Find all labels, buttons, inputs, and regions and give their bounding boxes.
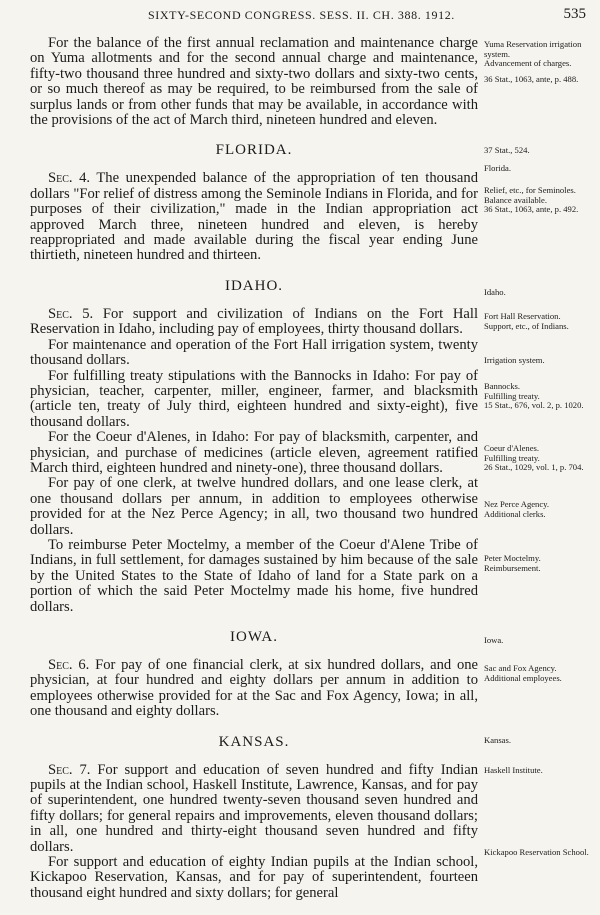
margin-note-line: Additional clerks.	[484, 508, 546, 519]
heading-iowa: IOWA.	[230, 629, 278, 645]
paragraph-sac-fox	[30, 658, 478, 720]
margin-note-line: Advancement of charges.	[484, 58, 572, 69]
margin-note-coeur-d-alenes	[484, 444, 596, 473]
margin-note-bannocks	[484, 382, 596, 411]
margin-note-line: Balance available.	[484, 194, 547, 205]
margin-note-line: Nez Perce Agency.	[484, 499, 550, 509]
margin-note-line: Florida.	[484, 163, 511, 173]
margin-note-kansas	[484, 736, 596, 746]
paragraph-irrigation: For maintenance and operation of the Fort Hall irrigation system, twenty thousand dollars.	[30, 336, 478, 369]
paragraph-nez-perce: For pay of one clerk, at twelve hundred dollars, and one lease clerk, at one thousand dollars per annum, in addition to employees otherwise provided for at the Nez Perce Agency; in all, two thousand two hundred dollars.	[30, 475, 478, 538]
margin-note-irrigation	[484, 356, 596, 366]
margin-note-line: Haskell Institute.	[484, 765, 543, 775]
margin-note-iowa	[484, 636, 596, 646]
margin-note-line: Fulfilling treaty.	[484, 390, 540, 401]
margin-note-idaho	[484, 288, 596, 298]
margin-note-line: Support, etc., of Indians.	[484, 320, 569, 331]
margin-note-line: 15 Stat., 676, vol. 2, p. 1020.	[484, 400, 584, 411]
margin-note-line: Reimbursement.	[484, 562, 541, 573]
margin-note-moctelmy	[484, 554, 596, 573]
section-label: Sec. 4.	[48, 170, 91, 187]
running-header	[0, 6, 600, 26]
paragraph-bannocks: For fulfilling treaty stipulations with the Bannocks in Idaho: For pay of physician, teacher, carpenter, miller, engineer, farmer, and blacksmith (article ten, treaty of July third, eighteen hundred and sixty-eight), five thousand dollars.	[30, 367, 478, 430]
margin-note-line: Coeur d'Alenes.	[484, 443, 540, 453]
paragraph-moctelmy: To reimburse Peter Moctelmy, a member of the Coeur d'Alene Tribe of Indians, in full settlement, for damages sustained by him because of the sale by the United States to the State of Idaho of land for a State park on a portion of which the said Peter Moctelmy made his home, five hundred dollars.	[30, 536, 478, 615]
running-title: SIXTY-SECOND CONGRESS. SESS. II. CH. 388. 1912.	[148, 8, 455, 22]
margin-note-line: Relief, etc., for Seminoles.	[484, 185, 576, 195]
section-label: Sec. 6.	[48, 657, 90, 673]
page-number: 535	[563, 6, 586, 22]
margin-note-line: Idaho.	[484, 287, 506, 297]
paragraph-coeur-d-alenes: For the Coeur d'Alenes, in Idaho: For pay of blacksmith, carpenter, and physician, and purchase of medicines (article eleven, agreement ratified March third, eighteen hundred and ninety-one), three thousand dollars.	[30, 429, 478, 476]
paragraph-text: For support and civilization of Indians on the Fort Hall Reservation in Idaho, including pay of employees, thirty thousand dollars.	[30, 305, 478, 338]
margin-note-line: Fort Hall Reservation.	[484, 311, 561, 321]
paragraph-haskell	[30, 763, 478, 855]
heading-florida: FLORIDA.	[215, 142, 293, 159]
margin-note-line: Kickapoo Reservation School.	[484, 847, 589, 857]
margin-note-line: 37 Stat., 524.	[484, 145, 530, 155]
paragraph-text: For support and education of seven hundred and fifty Indian pupils at the Indian school, Haskell Institute, Lawrence, Kansas, and for pay of superintendent, one hundred twenty-seven thousand seven hundred and fifty dollars; for general repairs and improvements, eleven thousand dollars; in all, one hundred and thirty-eight thousand seven hundred and fifty dollars.	[30, 761, 478, 855]
paragraph-seminole	[30, 171, 478, 263]
margin-note-line: Sac and Fox Agency.	[484, 663, 557, 673]
margin-note-line: Irrigation system.	[484, 355, 545, 365]
heading-kansas: KANSAS.	[218, 733, 290, 750]
paragraph-fort-hall	[30, 307, 478, 338]
margin-note-haskell	[484, 766, 596, 776]
margin-note-sac-fox	[484, 664, 596, 683]
paragraph-yuma: For the balance of the first annual reclamation and maintenance charge on Yuma allotments and for the second annual charge and maintenance, fifty-two thousand three hundred and sixty-two dollars and sixty-two cents, or so much thereof as may be required, to be reimbursed from the sale of surplus lands or from other funds that may be available, in accordance with the provisions of the act of March third, nineteen hundred and eleven.	[30, 35, 478, 129]
margin-note-line: Additional employees.	[484, 672, 562, 683]
margin-note-stat-524	[484, 146, 596, 156]
margin-note-line: Peter Moctelmy.	[484, 553, 541, 563]
margin-note-yuma	[484, 40, 596, 84]
margin-note-line: Yuma Reservation irrigation system.	[484, 39, 582, 59]
margin-note-seminoles	[484, 186, 596, 215]
margin-note-line: Bannocks.	[484, 381, 521, 391]
margin-note-line: Kansas.	[484, 735, 511, 745]
main-text-column	[30, 36, 478, 901]
margin-note-fort-hall	[484, 312, 596, 331]
margin-note-line: 36 Stat., 1063, ante, p. 488.	[484, 73, 579, 84]
margin-note-line: 26 Stat., 1029, vol. 1, p. 704.	[484, 462, 584, 473]
margin-note-line: 36 Stat., 1063, ante, p. 492.	[484, 204, 579, 215]
paragraph-text: For pay of one financial clerk, at six hundred dollars, and one physician, at four hundred and eighty dollars per annum in addition to employees otherwise provided for at the Sac and Fox Agency, Iowa; in all, one thousand and eighty dollars.	[30, 657, 479, 720]
margin-note-line: Iowa.	[484, 635, 504, 645]
heading-idaho: IDAHO.	[224, 277, 284, 294]
paragraph-kickapoo: For support and education of eighty Indian pupils at the Indian school, Kickapoo Reservation, Kansas, and for pay of superintendent, fourteen thousand eight hundred and sixty dollars; for general	[30, 854, 478, 901]
paragraph-text: The unexpended balance of the appropriation of ten thousand dollars "For relief of distress among the Seminole Indians in Florida, and for purposes of their civilization," made in the Indian appropriation act approved March three, nineteen hundred and eleven, is hereby reappropriated and made available during the fiscal year ending June thirtieth, nineteen hundred and thirteen.	[30, 170, 478, 264]
section-label: Sec. 7.	[48, 761, 91, 778]
margin-note-florida	[484, 164, 596, 174]
margin-note-nez-perce	[484, 500, 596, 519]
margin-note-line: Fulfilling treaty.	[484, 452, 540, 463]
margin-note-kickapoo	[484, 848, 596, 858]
section-label: Sec. 5.	[48, 305, 94, 322]
